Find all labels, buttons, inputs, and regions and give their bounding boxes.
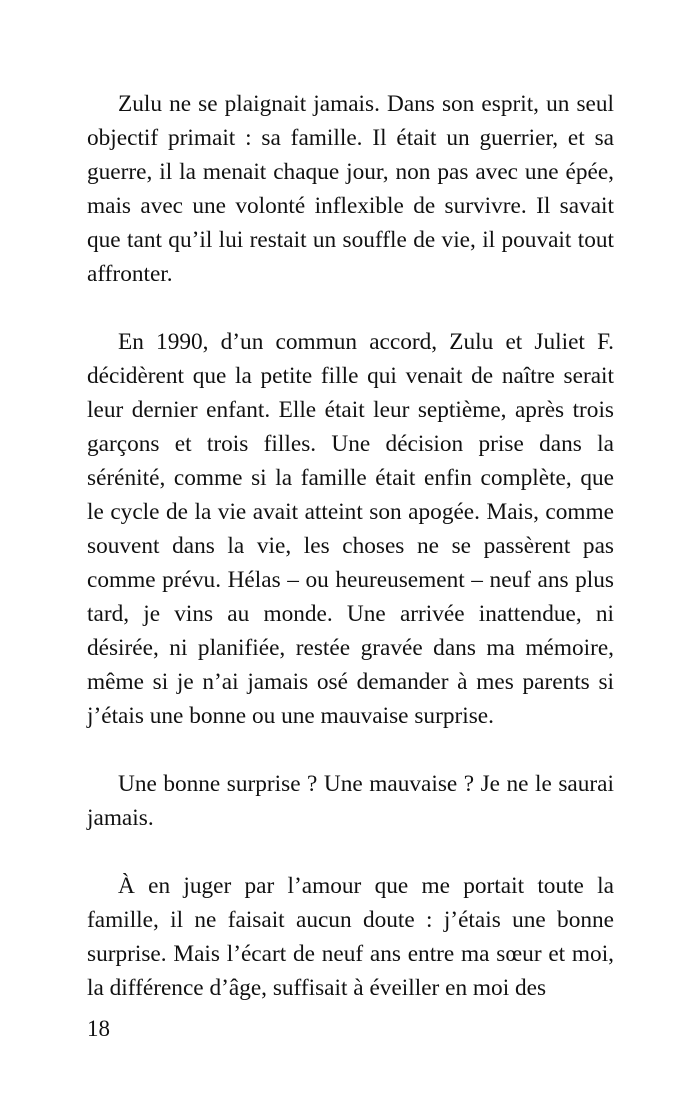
paragraph-family-love: À en juger par l’amour que me portait toute la famille, il ne faisait aucun doute : j’étais une bonne surprise. Mais l’écart de neuf ans entre ma sœur et moi, la différence d’âge, suffisait à éveiller en moi des xyxy=(87,873,614,1001)
page-number: 18 xyxy=(87,1016,110,1041)
page-body xyxy=(87,87,614,1005)
paragraph-zulu-warrior: Zulu ne se plaignait jamais. Dans son esprit, un seul objectif primait : sa famille. Il était un guerrier, et sa guerre, il la menait chaque jour, non pas avec une épée, mais avec une volonté inflexible de survivre. Il savait que tant qu’il lui restait un souffle de vie, il pouvait tout affronter. xyxy=(87,91,614,287)
paragraph-surprise-question: Une bonne surprise ? Une mauvaise ? Je ne le saurai jamais. xyxy=(87,771,614,831)
paragraph-1990-decision: En 1990, d’un commun accord, Zulu et Juliet F. décidèrent que la petite fille qui venait de naître serait leur dernier enfant. Elle était leur septième, après trois garçons et trois filles. Une décision prise dans la sérénité, comme si la famille était enfin complète, que le cycle de la vie avait atteint son apogée. Mais, comme souvent dans la vie, les choses ne se passèrent pas comme prévu. Hélas – ou heureusement – neuf ans plus tard, je vins au monde. Une arrivée inattendue, ni désirée, ni planifiée, restée gravée dans ma mémoire, même si je n’ai jamais osé demander à mes parents si j’étais une bonne ou une mauvaise surprise. xyxy=(87,329,614,729)
